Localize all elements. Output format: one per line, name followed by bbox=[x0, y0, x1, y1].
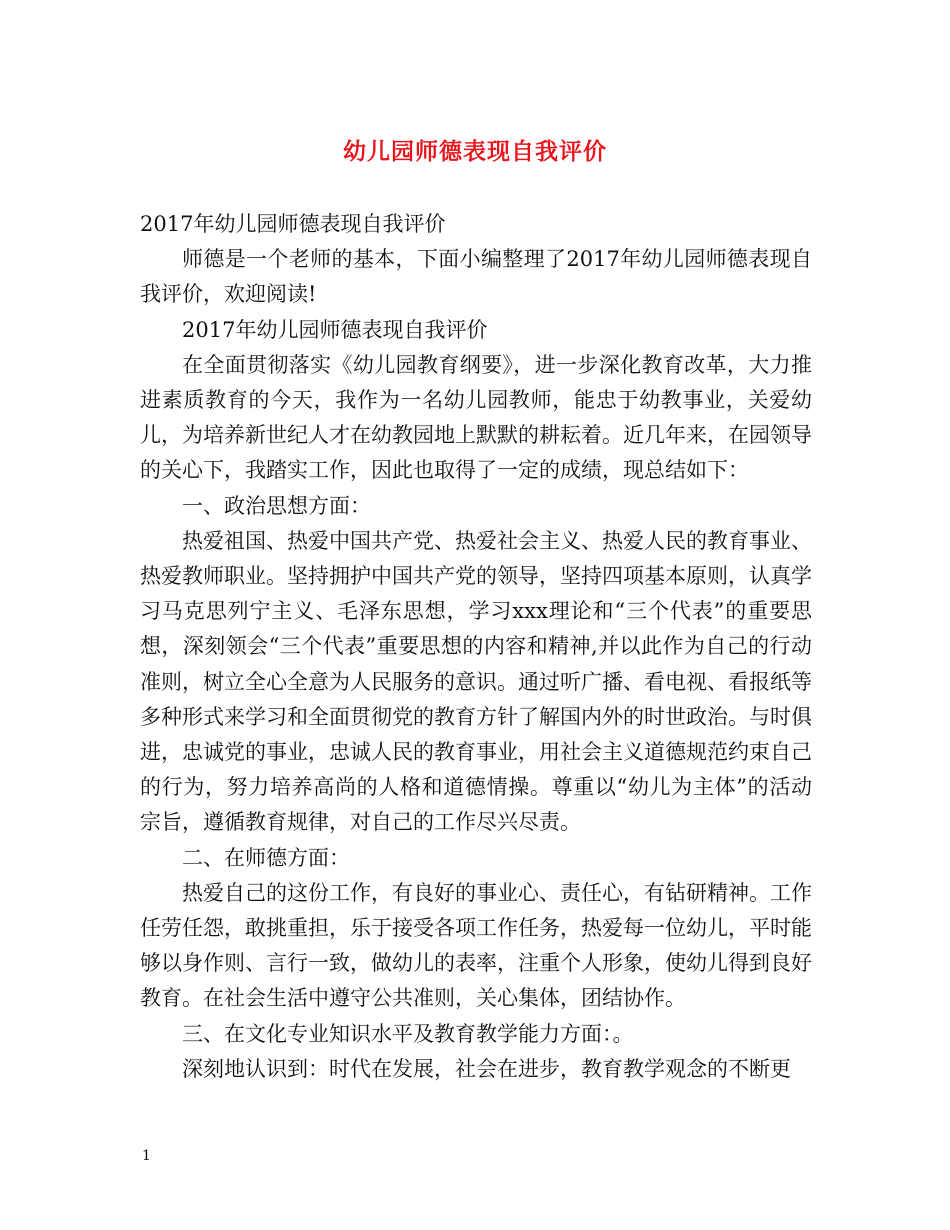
paragraph-heading: 2017年幼儿园师德表现自我评价 bbox=[182, 317, 488, 342]
paragraph-professional: 深刻地认识到：时代在发展，社会在进步，教育教学观念的不断更 bbox=[182, 1056, 791, 1081]
paragraph-subtitle: 2017年幼儿园师德表现自我评价 bbox=[140, 212, 446, 236]
document-body bbox=[140, 207, 812, 1087]
paragraph-ethics: 热爱自己的这份工作，有良好的事业心、责任心，有钻研精神。工作任劳任怨，敢挑重担，乐于接受各项工作任务，热爱每一位幼儿，平时能够以身作则、言行一致，做幼儿的表率，注重个人形象，使幼儿得到良好教育。在社会生活中遵守公共准则，关心集体，团结协作。 bbox=[140, 880, 812, 1011]
section-heading-politics: 一、政治思想方面： bbox=[182, 493, 371, 518]
page-title: 幼儿园师德表现自我评价 bbox=[343, 138, 607, 165]
paragraph-opening: 在全面贯彻落实《幼儿园教育纲要》，进一步深化教育改革，大力推进素质教育的今天，我作为一名幼儿园教师，能忠于幼教事业，关爱幼儿，为培养新世纪人才在幼教园地上默默的耕耘着。近几年来，在园领导的关心下，我踏实工作，因此也取得了一定的成绩，现总结如下： bbox=[140, 352, 812, 483]
section-heading-ethics: 二、在师德方面： bbox=[182, 845, 350, 870]
paragraph-intro: 师德是一个老师的基本，下面小编整理了2017年幼儿园师德表现自我评价，欢迎阅读! bbox=[140, 247, 812, 307]
paragraph-politics: 热爱祖国、热爱中国共产党、热爱社会主义、热爱人民的教育事业、热爱教师职业。坚持拥护中国共产党的领导，坚持四项基本原则，认真学习马克思列宁主义、毛泽东思想，学习xxx理论和“三个代表”的重要思想，深刻领会“三个代表”重要思想的内容和精神,并以此作为自己的行动准则，树立全心全意为人民服务的意识。通过听广播、看电视、看报纸等多种形式来学习和全面贯彻党的教育方针了解国内外的时世政治。与时俱进，忠诚党的事业，忠诚人民的教育事业，用社会主义道德规范约束自己的行为，努力培养高尚的人格和道德情操。尊重以“幼儿为主体”的活动宗旨，遵循教育规律，对自己的工作尽兴尽责。 bbox=[140, 528, 812, 835]
section-heading-professional: 三、在文化专业知识水平及教育教学能力方面：。 bbox=[182, 1021, 634, 1046]
page-number: 1 bbox=[142, 1148, 151, 1164]
